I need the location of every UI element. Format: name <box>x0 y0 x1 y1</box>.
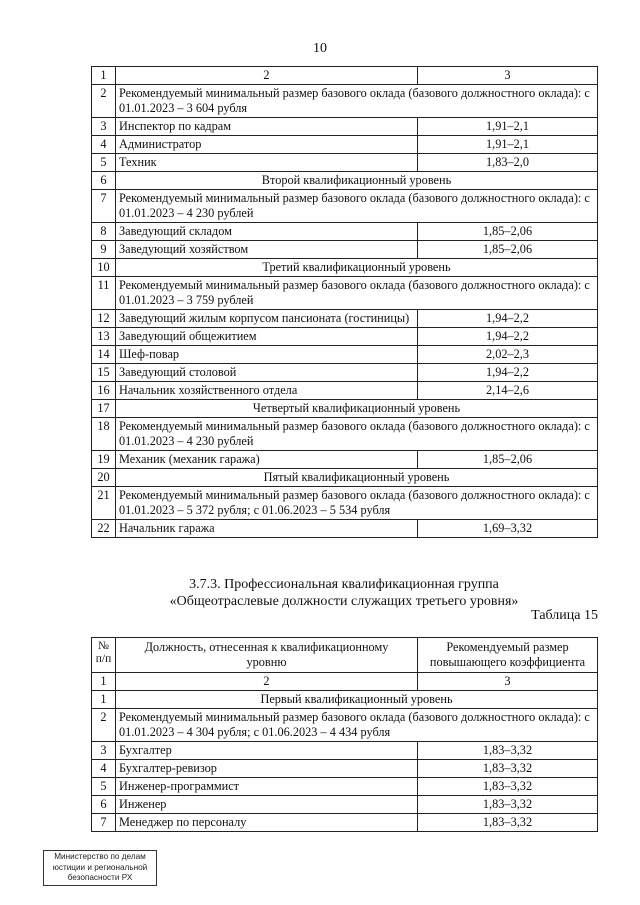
column-number-cell: 3 <box>418 673 598 691</box>
qualification-level-cell: Третий квалификационный уровень <box>116 259 598 277</box>
row-number-cell: 3 <box>92 118 116 136</box>
position-name-cell: Инженер-программист <box>116 778 418 796</box>
coefficient-cell: 1,69–3,32 <box>418 520 598 538</box>
coefficient-cell: 1,83–3,32 <box>418 814 598 832</box>
coefficient-cell: 1,83–2,0 <box>418 154 598 172</box>
column-number-cell: 3 <box>418 67 598 85</box>
position-name-cell: Заведующий столовой <box>116 364 418 382</box>
column-number-cell: 2 <box>116 67 418 85</box>
qualification-table-15 <box>91 637 598 832</box>
table-row <box>92 328 598 346</box>
table-row <box>92 277 598 310</box>
table-row <box>92 709 598 742</box>
table-label: Таблица 15 <box>531 608 598 623</box>
position-name-cell: Заведующий жилым корпусом пансионата (гостиницы) <box>116 310 418 328</box>
coefficient-cell: 1,85–2,06 <box>418 223 598 241</box>
row-number-cell: 5 <box>92 778 116 796</box>
header-coefficient-cell: Рекомендуемый размер повышающего коэффициента <box>418 638 598 673</box>
column-number-cell: 2 <box>116 673 418 691</box>
qualification-level-cell: Второй квалификационный уровень <box>116 172 598 190</box>
coefficient-cell: 1,83–3,32 <box>418 742 598 760</box>
row-number-cell: 11 <box>92 277 116 310</box>
row-number-cell: 2 <box>92 709 116 742</box>
row-number-cell: 13 <box>92 328 116 346</box>
column-number-cell: 1 <box>92 67 116 85</box>
base-salary-cell: Рекомендуемый минимальный размер базового оклада (базового должностного оклада): с 01.01.2023 – 3 759 рублей <box>116 277 598 310</box>
table-body <box>92 85 598 538</box>
table-row <box>92 172 598 190</box>
table-row <box>92 691 598 709</box>
base-salary-cell: Рекомендуемый минимальный размер базового оклада (базового должностного оклада): с 01.01.2023 – 5 372 рубля; с 01.06.2023 – 5 534 рубля <box>116 487 598 520</box>
table-row <box>92 310 598 328</box>
row-number-cell: 6 <box>92 796 116 814</box>
position-name-cell: Заведующий общежитием <box>116 328 418 346</box>
table-row <box>92 85 598 118</box>
stamp-line: юстиции и региональной <box>52 862 148 872</box>
table-row <box>92 223 598 241</box>
section-heading: 3.7.3. Профессиональная квалификационная группа <box>189 577 499 592</box>
base-salary-cell: Рекомендуемый минимальный размер базового оклада (базового должностного оклада): с 01.01.2023 – 4 230 рублей <box>116 418 598 451</box>
position-name-cell: Техник <box>116 154 418 172</box>
position-name-cell: Механик (механик гаража) <box>116 451 418 469</box>
row-number-cell: 10 <box>92 259 116 277</box>
row-number-cell: 4 <box>92 136 116 154</box>
position-name-cell: Бухгалтер-ревизор <box>116 760 418 778</box>
row-number-cell: 15 <box>92 364 116 382</box>
table-column-numbers-row <box>92 673 598 691</box>
row-number-cell: 22 <box>92 520 116 538</box>
stamp-line: безопасности РХ <box>67 873 133 882</box>
row-number-cell: 9 <box>92 241 116 259</box>
position-name-cell: Начальник гаража <box>116 520 418 538</box>
row-number-cell: 18 <box>92 418 116 451</box>
base-salary-cell: Рекомендуемый минимальный размер базового оклада (базового должностного оклада): с 01.01.2023 – 3 604 рубля <box>116 85 598 118</box>
coefficient-cell: 1,91–2,1 <box>418 136 598 154</box>
qualification-level-cell: Пятый квалификационный уровень <box>116 469 598 487</box>
table-body <box>92 691 598 832</box>
row-number-cell: 14 <box>92 346 116 364</box>
coefficient-cell: 1,83–3,32 <box>418 760 598 778</box>
position-name-cell: Инспектор по кадрам <box>116 118 418 136</box>
coefficient-cell: 1,85–2,06 <box>418 241 598 259</box>
row-number-cell: 8 <box>92 223 116 241</box>
position-name-cell: Бухгалтер <box>116 742 418 760</box>
table-row <box>92 259 598 277</box>
table-column-numbers-row <box>92 67 598 85</box>
header-number-cell: № п/п <box>92 638 116 673</box>
table-row <box>92 469 598 487</box>
coefficient-cell: 2,14–2,6 <box>418 382 598 400</box>
table-row <box>92 190 598 223</box>
table-row <box>92 136 598 154</box>
row-number-cell: 17 <box>92 400 116 418</box>
base-salary-cell: Рекомендуемый минимальный размер базового оклада (базового должностного оклада): с 01.01.2023 – 4 230 рублей <box>116 190 598 223</box>
table-row <box>92 118 598 136</box>
qualification-level-cell: Первый квалификационный уровень <box>116 691 598 709</box>
table-row <box>92 418 598 451</box>
table-row <box>92 241 598 259</box>
table-row <box>92 364 598 382</box>
coefficient-cell: 1,94–2,2 <box>418 310 598 328</box>
row-number-cell: 7 <box>92 190 116 223</box>
base-salary-cell: Рекомендуемый минимальный размер базового оклада (базового должностного оклада): с 01.01.2023 – 4 304 рубля; с 01.06.2023 – 4 434 рубля <box>116 709 598 742</box>
section-subheading: «Общеотраслевые должности служащих третьего уровня» <box>169 594 519 609</box>
stamp-line: Министерство по делам <box>54 852 146 861</box>
position-name-cell: Администратор <box>116 136 418 154</box>
table-row <box>92 778 598 796</box>
page-number: 10 <box>313 41 327 56</box>
row-number-cell: 1 <box>92 691 116 709</box>
table-row <box>92 814 598 832</box>
coefficient-cell: 1,91–2,1 <box>418 118 598 136</box>
table-row <box>92 487 598 520</box>
table-row <box>92 760 598 778</box>
table-row <box>92 346 598 364</box>
row-number-cell: 7 <box>92 814 116 832</box>
table-row <box>92 451 598 469</box>
row-number-cell: 2 <box>92 85 116 118</box>
position-name-cell: Шеф-повар <box>116 346 418 364</box>
row-number-cell: 16 <box>92 382 116 400</box>
row-number-cell: 3 <box>92 742 116 760</box>
table-row <box>92 400 598 418</box>
coefficient-cell: 2,02–2,3 <box>418 346 598 364</box>
table-header-row <box>92 638 598 673</box>
column-number-cell: 1 <box>92 673 116 691</box>
row-number-cell: 5 <box>92 154 116 172</box>
row-number-cell: 6 <box>92 172 116 190</box>
qualification-table-continued <box>91 66 598 538</box>
ministry-stamp <box>43 850 157 886</box>
coefficient-cell: 1,83–3,32 <box>418 796 598 814</box>
coefficient-cell: 1,94–2,2 <box>418 328 598 346</box>
table-row <box>92 520 598 538</box>
coefficient-cell: 1,94–2,2 <box>418 364 598 382</box>
table-row <box>92 154 598 172</box>
coefficient-cell: 1,85–2,06 <box>418 451 598 469</box>
position-name-cell: Заведующий складом <box>116 223 418 241</box>
row-number-cell: 20 <box>92 469 116 487</box>
header-position-cell: Должность, отнесенная к квалификационному уровню <box>116 638 418 673</box>
row-number-cell: 12 <box>92 310 116 328</box>
coefficient-cell: 1,83–3,32 <box>418 778 598 796</box>
table-row <box>92 742 598 760</box>
table-row <box>92 382 598 400</box>
row-number-cell: 4 <box>92 760 116 778</box>
row-number-cell: 21 <box>92 487 116 520</box>
row-number-cell: 19 <box>92 451 116 469</box>
position-name-cell: Инженер <box>116 796 418 814</box>
table-row <box>92 796 598 814</box>
position-name-cell: Заведующий хозяйством <box>116 241 418 259</box>
position-name-cell: Менеджер по персоналу <box>116 814 418 832</box>
position-name-cell: Начальник хозяйственного отдела <box>116 382 418 400</box>
qualification-level-cell: Четвертый квалификационный уровень <box>116 400 598 418</box>
